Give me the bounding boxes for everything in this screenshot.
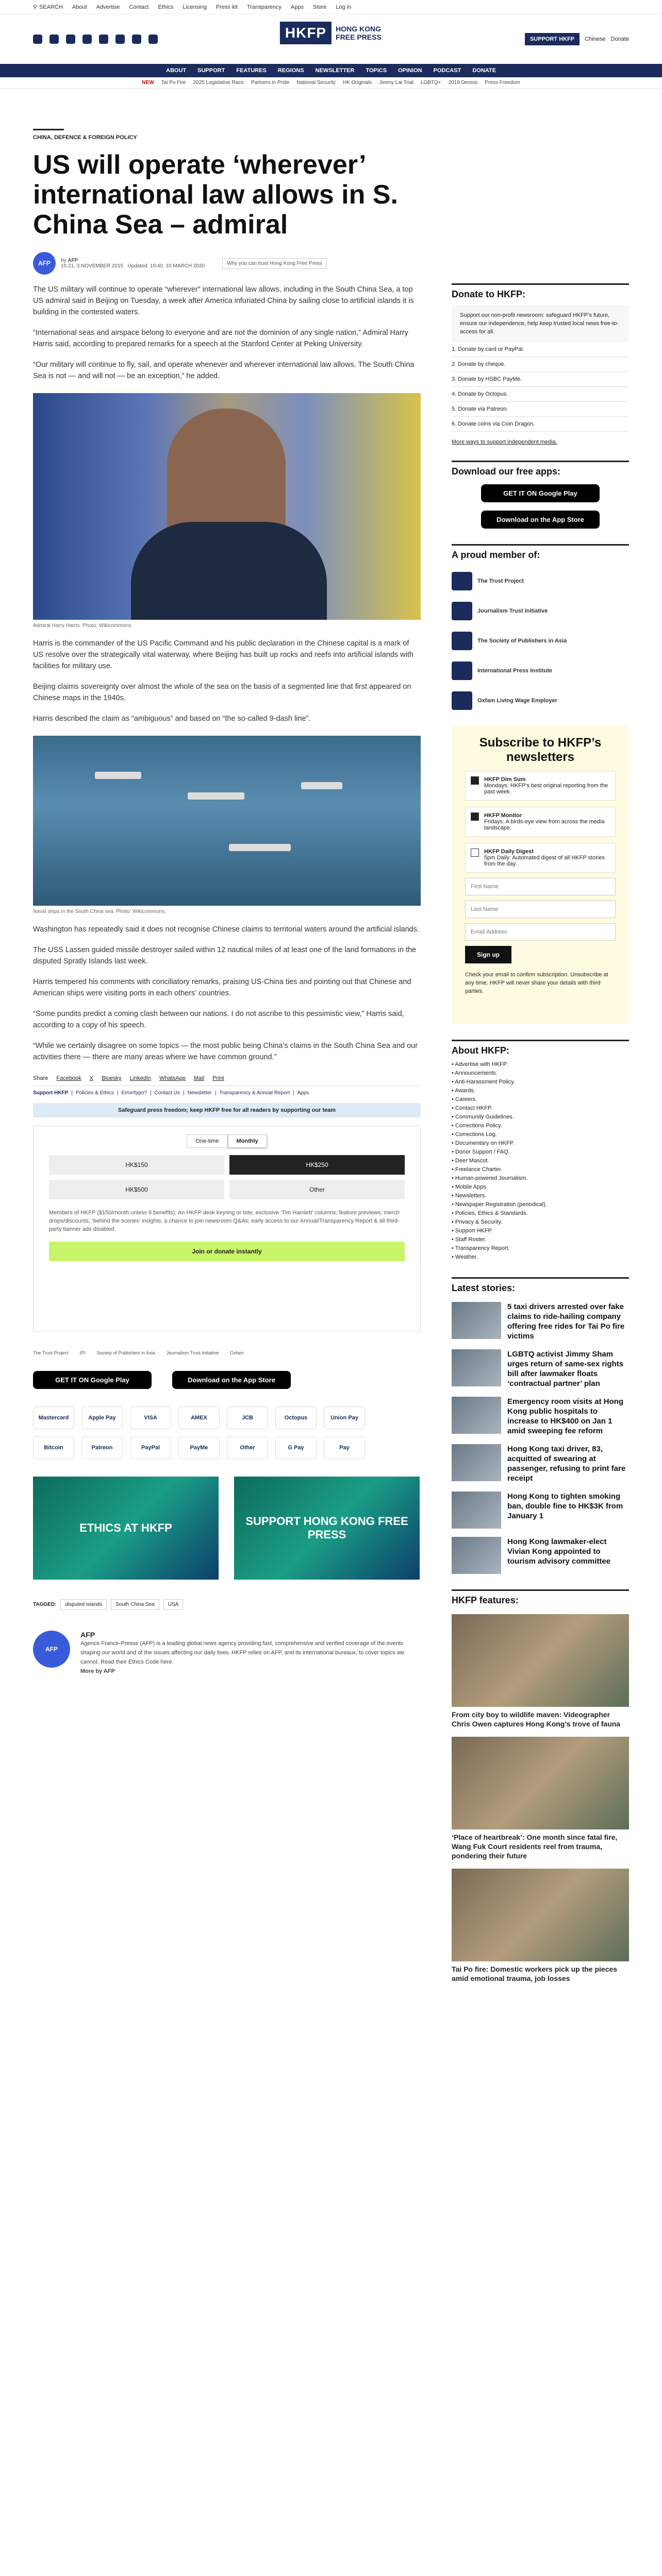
- share-mail[interactable]: Mail: [193, 1075, 205, 1081]
- portrait-suit: [131, 522, 327, 620]
- about-link[interactable]: • Community Guidelines.: [452, 1114, 514, 1120]
- site-logo[interactable]: [280, 22, 382, 44]
- share-bluesky[interactable]: Bluesky: [102, 1075, 122, 1081]
- article-category[interactable]: CHINA, DEFENCE & FOREIGN POLICY: [33, 129, 64, 141]
- about-heading: About HKFP:: [452, 1040, 629, 1056]
- payment-logo: VISA: [130, 1406, 171, 1429]
- about-link[interactable]: About: [72, 4, 87, 10]
- amount-options: [49, 1155, 405, 1199]
- story-thumbnail: [452, 1492, 501, 1529]
- paragraph: “Some pundits predict a coming clash between our nations. I do not ascribe to this pessimistic view,” Harris said, according to a copy of his speech.: [33, 1010, 404, 1029]
- trending-link[interactable]: Press Freedom: [485, 80, 520, 86]
- feature-item[interactable]: [452, 1869, 629, 1983]
- paragraph: “Our military will continue to fly, sail, and operate whenever and wherever international law allows. The South China Sea is not — and will not — be an exception,” he added.: [33, 361, 415, 380]
- story-title[interactable]: Hong Kong lawmaker-elect Vivian Kong appointed to tourism advisory committee: [507, 1537, 611, 1566]
- logo-subtitle: HONG KONG FREE PRESS: [336, 25, 382, 41]
- story-item[interactable]: [452, 1349, 629, 1388]
- paragraph: Washington has repeatedly said it does not recognise Chinese claims to territorial waters around the artificial islands.: [33, 925, 420, 934]
- partner-logo: Journalism Trust Initiative: [166, 1350, 219, 1355]
- about-link[interactable]: • Corrections Log.: [452, 1131, 497, 1138]
- about-link[interactable]: • Awards.: [452, 1088, 475, 1094]
- publish-date: 15:21, 3 NOVEMBER 2015: [61, 263, 124, 269]
- trending-link[interactable]: 2019 Demos: [448, 80, 478, 86]
- feature-item[interactable]: [452, 1614, 629, 1728]
- share-print[interactable]: Print: [212, 1075, 224, 1081]
- ethics-video[interactable]: ETHICS AT HKFP: [33, 1477, 219, 1580]
- google-play-button[interactable]: GET IT ON Google Play: [33, 1371, 152, 1389]
- about-link[interactable]: • Documentary on HKFP.: [452, 1140, 515, 1146]
- paragraph: Harris tempered his comments with conciliatory remarks, praising US-China ties and pointing out that Chinese and American ships were visiting ports in each others’ countries.: [33, 978, 411, 997]
- trending-link[interactable]: LGBTQ+: [420, 80, 441, 86]
- about-link[interactable]: • Donor Support / FAQ.: [452, 1149, 510, 1155]
- logo-mark: HKFP: [280, 22, 332, 44]
- about-link[interactable]: • Newsletters.: [452, 1193, 487, 1199]
- amount-150[interactable]: HK$150: [49, 1155, 224, 1175]
- ship: [229, 844, 291, 851]
- youtube-icon[interactable]: [99, 35, 108, 44]
- donation-form: [33, 1126, 421, 1332]
- tags: [33, 1599, 421, 1610]
- trending-link[interactable]: Jimmy Lai Trial: [379, 80, 413, 86]
- payment-logo: AMEX: [178, 1406, 220, 1429]
- author-box-avatar[interactable]: AFP: [33, 1631, 70, 1668]
- features-heading: HKFP features:: [452, 1589, 629, 1606]
- jti-icon: [452, 602, 472, 620]
- member-logo[interactable]: The Trust Project: [452, 572, 629, 590]
- video-row: [33, 1477, 421, 1580]
- story-item[interactable]: [452, 1302, 629, 1341]
- trust-link[interactable]: Why you can trust Hong Kong Free Press: [222, 258, 327, 269]
- feature-thumbnail: [452, 1614, 629, 1707]
- feature-title[interactable]: From city boy to wildlife maven: Videographer Chris Owen captures Hong Kong’s trove of fauna: [452, 1710, 620, 1728]
- payment-logo: Other: [227, 1436, 268, 1459]
- about-link[interactable]: • Support HKFP.: [452, 1228, 493, 1234]
- payment-logo: Apple Pay: [81, 1406, 123, 1429]
- tag[interactable]: South China Sea: [111, 1599, 159, 1610]
- app-buttons: [33, 1371, 421, 1389]
- donate-option[interactable]: 4. Donate by Octopus.: [452, 387, 629, 402]
- support-hkfp-link[interactable]: Support HKFP: [33, 1090, 69, 1096]
- about-link[interactable]: • Newspaper Registration (periodical).: [452, 1201, 547, 1208]
- trending-link[interactable]: 2025 Legislative Race: [193, 80, 244, 86]
- about-link[interactable]: • Freelance Charter.: [452, 1166, 503, 1173]
- trending-bar: [0, 77, 662, 89]
- bluesky-icon[interactable]: [82, 35, 92, 44]
- newsletter-link[interactable]: Newsletter: [187, 1090, 212, 1096]
- payment-logo: PayPal: [130, 1436, 171, 1459]
- author-box-name[interactable]: AFP: [80, 1631, 95, 1639]
- story-title[interactable]: 5 taxi drivers arrested over fake claims to ride-hailing company offering free rides for Tai Po fire victims: [507, 1302, 625, 1341]
- apps-heading: Download our free apps:: [452, 461, 629, 477]
- donate-heading: Donate to HKFP:: [452, 283, 629, 300]
- nav-regions[interactable]: REGIONS: [277, 67, 304, 74]
- story-title[interactable]: LGBTQ activist Jimmy Sham urges return of same-sex rights bill after lawmaker floats ‘contractual partner’ plan: [507, 1350, 624, 1388]
- payment-logo: PayMe: [178, 1436, 220, 1459]
- sidebar-app-buttons: [452, 484, 629, 529]
- contact-us-link[interactable]: Contact Us: [154, 1090, 180, 1096]
- nav-donate[interactable]: DONATE: [472, 67, 496, 74]
- share-bar: [33, 1075, 421, 1086]
- apps-link[interactable]: Apps: [290, 4, 304, 10]
- partner-logo: Society of Publishers in Asia: [96, 1350, 155, 1355]
- story-thumbnail: [452, 1302, 501, 1339]
- partner-logos: [33, 1350, 421, 1355]
- feature-item[interactable]: [452, 1737, 629, 1860]
- one-time-option[interactable]: One-time: [187, 1134, 227, 1148]
- instagram-icon[interactable]: [66, 35, 75, 44]
- share-x[interactable]: X: [89, 1075, 94, 1081]
- naval-ships-photo: [33, 736, 421, 906]
- nav-newsletter[interactable]: NEWSLETTER: [315, 67, 355, 74]
- updated-date: Updated: 19:40, 10 MARCH 2020: [127, 263, 205, 269]
- header-actions: [525, 33, 629, 45]
- transparency-report-link[interactable]: Transparency & Annual Report: [219, 1090, 290, 1096]
- frequency-toggle: [49, 1134, 405, 1148]
- author-box: [33, 1631, 421, 1676]
- support-button[interactable]: SUPPORT HKFP: [525, 33, 580, 45]
- ship: [301, 782, 342, 789]
- trending-new-badge: NEW: [142, 80, 154, 86]
- payment-logo: Pay: [324, 1436, 365, 1459]
- trust-project-icon: [452, 572, 472, 590]
- linkedin-icon[interactable]: [115, 35, 125, 44]
- nav-support[interactable]: SUPPORT: [197, 67, 225, 74]
- payment-logos: [33, 1406, 421, 1459]
- newsletter-signup: [452, 725, 629, 1024]
- sidebar: [452, 129, 629, 1983]
- membership-note: Members of HKFP ($150/month unless 6 benefits): An HKFP desk keyring or tote; exclusive ‘Tim Hamlett’ columns; feature previews; merch drops/discounts; ‘behind the scenes’ insights; a chance to join newsroom Q&As; early access to our Annual/Transparency Report & all third-party banner ads disabled.: [49, 1210, 400, 1232]
- ship: [95, 772, 141, 779]
- share-whatsapp[interactable]: WhatsApp: [159, 1075, 186, 1081]
- amount-500[interactable]: HK$500: [49, 1180, 224, 1199]
- signup-button[interactable]: Sign up: [465, 946, 511, 963]
- about-link[interactable]: • Corrections Policy.: [452, 1123, 502, 1129]
- donate-option[interactable]: 2. Donate by cheque.: [452, 357, 629, 372]
- header: [0, 14, 662, 64]
- licensing-link[interactable]: Licensing: [183, 4, 207, 10]
- photo-caption: Naval ships in the South China sea. Photo: Wikicommons.: [33, 909, 166, 914]
- telegram-icon[interactable]: [148, 35, 158, 44]
- trending-link[interactable]: Tai Po Fire: [161, 80, 186, 86]
- oxfam-icon: [452, 691, 472, 710]
- article: [33, 129, 421, 1676]
- donate-link[interactable]: Donate: [610, 36, 629, 42]
- more-ways-link[interactable]: More ways to support independent media.: [452, 439, 557, 445]
- nav-features[interactable]: FEATURES: [236, 67, 267, 74]
- article-body: [33, 284, 421, 1063]
- tag[interactable]: USA: [163, 1599, 184, 1610]
- about-link[interactable]: • Weather.: [452, 1254, 478, 1260]
- amount-250[interactable]: HK$250: [229, 1155, 405, 1175]
- payment-logo: G Pay: [275, 1436, 317, 1459]
- press-kit-link[interactable]: Press kit: [216, 4, 238, 10]
- about-link[interactable]: • Policies, Ethics & Standards.: [452, 1210, 528, 1216]
- more-by-author-link[interactable]: More by AFP: [80, 1668, 115, 1674]
- share-facebook[interactable]: Facebook: [56, 1075, 81, 1081]
- app-store-button[interactable]: Download on the App Store: [172, 1371, 291, 1389]
- donate-option[interactable]: 5. Donate via Patreon.: [452, 402, 629, 417]
- paragraph: Harris described the claim as “ambiguous” and based on “the so-called 9-dash line”.: [33, 715, 311, 723]
- support-video[interactable]: SUPPORT HONG KONG FREE PRESS: [234, 1477, 420, 1580]
- article-footer-links: Support HKFP | Policies & Ethics | Error/typo? | Contact Us | Newsletter | Transparency & Annual Report | Apps: [33, 1090, 309, 1096]
- story-thumbnail: [452, 1444, 501, 1481]
- store-link[interactable]: Store: [313, 4, 327, 10]
- about-link[interactable]: • Deer Mascot.: [452, 1158, 489, 1164]
- checkbox[interactable]: [471, 849, 479, 857]
- email-field[interactable]: Email Address: [465, 923, 616, 941]
- share-linkedin[interactable]: LinkedIn: [129, 1075, 152, 1081]
- checkbox[interactable]: [471, 776, 479, 785]
- sopa-icon: [452, 632, 472, 650]
- payment-logo: Patreon: [81, 1436, 123, 1459]
- author-bio: Agence France-Presse (AFP) is a leading global news agency providing fast, comprehensive and verified coverage of the events shaping our world and of the issues affecting our daily lives. HKFP relies on AFP, and its international bureaux, to cover topics we cannot. Read their Ethics Code here.: [80, 1640, 404, 1665]
- member-logo[interactable]: Oxfam Living Wage Employer: [452, 691, 629, 710]
- author-link[interactable]: AFP: [68, 258, 78, 263]
- login-link[interactable]: Log in: [336, 4, 352, 10]
- newsletter-option[interactable]: HKFP Dim Sum Mondays: HKFP’s best original reporting from the past week.: [465, 771, 616, 801]
- story-title[interactable]: Hong Kong taxi driver, 83, acquitted of swearing at passenger, refusing to print fare receipt: [507, 1445, 626, 1483]
- paragraph: “While we certainly disagree on some topics — the most public being China’s claims in the South China Sea and our activities there — there are many areas where we have common ground.”: [33, 1042, 418, 1061]
- chinese-link[interactable]: Chinese: [585, 36, 606, 42]
- app-store-button[interactable]: Download on the App Store: [481, 511, 600, 529]
- story-item[interactable]: [452, 1444, 629, 1483]
- paragraph: “International seas and airspace belong to everyone and are not the dominion of any single nation,” Admiral Harry Harris said, according to prepared remarks for a speech at the Stanford Center at Peking University.: [33, 329, 408, 348]
- story-title[interactable]: Hong Kong to tighten smoking ban, double fine to HK$3K from January 1: [507, 1492, 623, 1520]
- newsletter-option[interactable]: HKFP Monitor Fridays: A birds-eye view from across the media landscape.: [465, 807, 616, 837]
- policies-link[interactable]: Policies & Ethics: [75, 1090, 114, 1096]
- transparency-link[interactable]: Transparency: [247, 4, 282, 10]
- story-item[interactable]: [452, 1492, 629, 1529]
- latest-list: [452, 1302, 629, 1574]
- payment-logo: JCB: [227, 1406, 268, 1429]
- story-item[interactable]: [452, 1397, 629, 1436]
- story-item[interactable]: [452, 1537, 629, 1574]
- admiral-photo: [33, 393, 421, 620]
- payment-logo: Mastercard: [33, 1406, 74, 1429]
- about-link[interactable]: • Staff Roster.: [452, 1236, 487, 1243]
- paragraph: The USS Lassen guided missile destroyer sailed within 12 nautical miles of at least one of the land formations in the disputed Spratly Islands last week.: [33, 946, 417, 965]
- partner-logo: The Trust Project: [33, 1350, 69, 1355]
- partner-logo: IPI: [79, 1350, 86, 1355]
- top-bar: [0, 0, 662, 14]
- trending-link[interactable]: National Security: [296, 80, 336, 86]
- feature-thumbnail: [452, 1737, 629, 1829]
- ship: [188, 792, 244, 800]
- search-link[interactable]: ⚲ SEARCH: [33, 4, 63, 10]
- trending-link[interactable]: Partners in Pride: [251, 80, 290, 86]
- newsletter-option[interactable]: HKFP Daily Digest 5pm Daily: Automated digest of all HKFP stories from the day.: [465, 843, 616, 873]
- author-avatar[interactable]: AFP: [33, 252, 56, 275]
- paragraph: The US military will continue to operate “wherever” international law allows, including in the South China Sea, a top US admiral said in Beijing on Tuesday, a week after America infuriated China by sailing close to artificial islands it is building in the contested waters.: [33, 285, 414, 316]
- payment-logo: Bitcoin: [33, 1436, 74, 1459]
- feature-thumbnail: [452, 1869, 629, 1961]
- tags-label: TAGGED:: [33, 1602, 57, 1607]
- partner-logo: Oxfam: [230, 1350, 244, 1355]
- story-thumbnail: [452, 1349, 501, 1386]
- nav-topics[interactable]: TOPICS: [366, 67, 387, 74]
- features-list: [452, 1614, 629, 1983]
- member-logo[interactable]: Journalism Trust Initiative: [452, 602, 629, 620]
- tag[interactable]: disputed islands: [60, 1599, 107, 1610]
- about-link[interactable]: • Transparency Report.: [452, 1245, 510, 1251]
- contact-link[interactable]: Contact: [129, 4, 149, 10]
- about-link[interactable]: • Contact HKFP.: [452, 1105, 492, 1111]
- about-link[interactable]: • Anti-Harassment Policy.: [452, 1079, 515, 1085]
- first-name-field[interactable]: First Name: [465, 878, 616, 895]
- social-icons: [33, 35, 158, 44]
- member-logo[interactable]: The Society of Publishers in Asia: [452, 632, 629, 650]
- feature-title[interactable]: ‘Place of heartbreak’: One month since fatal fire, Wang Fuk Court residents reel from trauma, pondering their future: [452, 1833, 618, 1860]
- donate-options: [452, 342, 629, 432]
- checkbox[interactable]: [471, 812, 479, 821]
- about-link[interactable]: • Privacy & Security.: [452, 1219, 503, 1225]
- advertise-link[interactable]: Advertise: [96, 4, 120, 10]
- about-link[interactable]: • Advertise with HKFP.: [452, 1061, 508, 1067]
- share-label: Share: [33, 1075, 48, 1081]
- nav-about[interactable]: ABOUT: [166, 67, 187, 74]
- story-title[interactable]: Emergency room visits at Hong Kong public hospitals to increase to HK$400 on Jan 1 amid sweeping fee reform: [507, 1397, 624, 1435]
- safeguard-banner[interactable]: Safeguard press freedom; keep HKFP free for all readers by supporting our team: [33, 1103, 421, 1117]
- member-logo[interactable]: International Press Institute: [452, 662, 629, 680]
- about-link[interactable]: • Mobile Apps.: [452, 1184, 488, 1190]
- apps-link[interactable]: Apps: [297, 1090, 309, 1096]
- about-link[interactable]: • Human-powered Journalism.: [452, 1175, 528, 1181]
- newsletter-note: Check your email to confirm subscription. Unsubscribe at any time. HKFP will never share your details with third parties.: [465, 972, 608, 994]
- ipi-icon: [452, 662, 472, 680]
- payment-logo: Union Pay: [324, 1406, 365, 1429]
- paragraph: Beijing claims sovereignty over almost the whole of the sea on the basis of a segmented line that first appeared on Chinese maps in the 1940s.: [33, 683, 411, 702]
- by-label: by: [61, 258, 67, 263]
- story-thumbnail: [452, 1397, 501, 1434]
- about-list: [452, 1060, 629, 1262]
- donate-text: Support our non-profit newsroom: safeguard HKFP’s future, ensure our independence, help keep trusted local news free-to-access for all.: [452, 305, 629, 342]
- about-link[interactable]: • Careers.: [452, 1096, 477, 1103]
- error-link[interactable]: Error/typo?: [121, 1090, 147, 1096]
- nav-podcast[interactable]: PODCAST: [433, 67, 461, 74]
- whatsapp-icon[interactable]: [132, 35, 141, 44]
- nav-opinion[interactable]: OPINION: [398, 67, 422, 74]
- ethics-link[interactable]: Ethics: [158, 4, 174, 10]
- article-title: US will operate ‘wherever’ international law allows in S. China Sea – admiral: [33, 150, 398, 240]
- payment-logo: Octopus: [275, 1406, 317, 1429]
- donate-option[interactable]: 6. Donate coins via Coin Dragon.: [452, 417, 629, 432]
- amount-other[interactable]: Other: [229, 1180, 405, 1199]
- join-button[interactable]: Join or donate instantly: [49, 1242, 405, 1261]
- about-link[interactable]: • Announcements.: [452, 1070, 498, 1076]
- trending-link[interactable]: HK Originals: [342, 80, 372, 86]
- newsletter-heading: Subscribe to HKFP’s newsletters: [479, 736, 602, 764]
- monthly-option[interactable]: Monthly: [228, 1134, 267, 1148]
- byline: [33, 252, 421, 275]
- paragraph: Harris is the commander of the US Pacific Command and his public declaration in the Chinese capital is a mark of US resolve over the strategically vital waterway, where Beijing has built up rocks and reefs into artificial islands with facilities for military use.: [33, 639, 413, 670]
- google-play-button[interactable]: GET IT ON Google Play: [481, 484, 600, 502]
- last-name-field[interactable]: Last Name: [465, 901, 616, 918]
- story-thumbnail: [452, 1537, 501, 1574]
- x-icon[interactable]: [49, 35, 59, 44]
- photo-caption: Admiral Harry Harris. Photo: Wikicommons.: [33, 623, 133, 629]
- donate-option[interactable]: 1. Donate by card or PayPal.: [452, 342, 629, 357]
- feature-title[interactable]: Tai Po fire: Domestic workers pick up the pieces amid emotional trauma, job losses: [452, 1965, 618, 1982]
- latest-heading: Latest stories:: [452, 1277, 629, 1294]
- member-heading: A proud member of:: [452, 544, 629, 561]
- donate-option[interactable]: 3. Donate by HSBC PayMe.: [452, 372, 629, 387]
- facebook-icon[interactable]: [33, 35, 42, 44]
- main-nav: [0, 64, 662, 77]
